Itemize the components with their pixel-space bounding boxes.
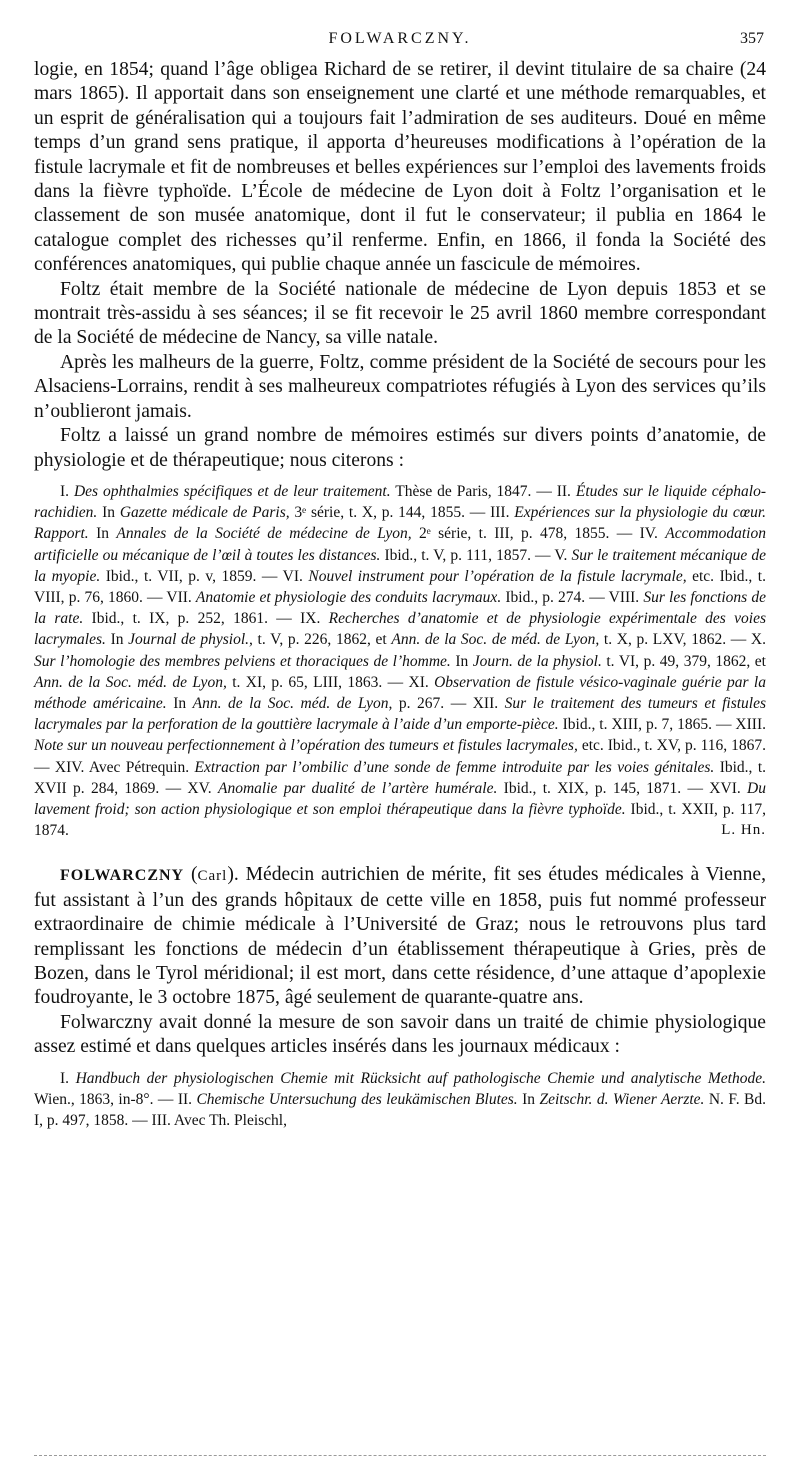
foltz-paragraph-4: Foltz a laissé un grand nombre de mémoires estimés sur divers points d’anatomie, de physiologie et de thérapeutique; nous citerons : [34,425,766,471]
biblio-title: Anomalie par dualité de l’artère humérale. [217,779,498,797]
biblio-text: In [517,1090,540,1108]
biblio-title: Études sur le liquide céphalo-rachidien. [34,482,766,522]
biblio-text: p. 267. — XII. [392,694,505,712]
page-header [34,28,766,58]
biblio-text: t. XI, p. 65, LIII, 1863. — XI. [226,673,435,691]
biblio-title: Des ophthalmies spécifiques et de leur traitement. [73,482,391,500]
biblio-journal: Ann. de la Soc. de méd. de Lyon, [391,631,600,649]
biblio-title: Chemische Untersuchung des leukämischen Blutes. [196,1090,518,1108]
entry-intro-text: Médecin autrichien de mérite, fit ses études médicales à Vienne, fut assistant à l’un des grands hôpitaux de cette ville en 1858, puis fut nommé professeur extraordinaire de chimie médicale à l’Université de Graz; nous le retrouvons plus tard remplissant les fonctions de médecin d’un établissement thérapeutique à Gries, près de Bozen, dans le Tyrol méridional; il est mort, dans cette résidence, d’une attaque d’apoplexie foudroyante, le 3 octobre 1875, âgé seulement de quarante-quatre ans. [34,864,766,1009]
biblio-text: N. F. Bd. I, p. 497, 1858. — III. Avec Th. Pleischl, [34,1090,767,1130]
biblio-text: Ibid., t. IX, p. 252, 1861. — IX. [83,610,329,628]
biblio-journal: Gazette médicale de Paris, [119,504,290,522]
biblio-text: 3ᵉ série, t. X, p. 144, 1855. — III. [289,504,515,522]
biblio-text: In [450,652,473,670]
foltz-paragraph-2: Foltz était membre de la Société nationale de médecine de Lyon depuis 1853 et se montrait très-assidu à ses séances; il se fit recevoir le 25 avril 1860 membre correspondant de la Société de médecine de Nancy, sa ville natale. [34,278,766,349]
biblio-journal: Annales de la Société de médecine de Lyon, [116,525,412,543]
biblio-text: 2ᵉ série, t. III, p. 478, 1855. — IV. [411,525,666,543]
biblio-title: Handbuch der physiologischen Chemie mit Rücksicht auf pathologische Chemie und analytische Methode. [75,1069,766,1087]
biblio-text: Wien., 1863, in-8°. — II. [34,1090,197,1108]
entry-headword: FOLWARCZNY [60,867,185,885]
biblio-text: I. [60,482,74,500]
foltz-paragraph-3: Après les malheurs de la guerre, Foltz, comme président de la Société de secours pour les Alsaciens-Lorrains, rendit à ses malheureux compatriotes réfugiés à Lyon des services qu’ils n’oublieront jamais. [34,351,766,422]
running-head: FOLWARCZNY. [328,30,472,47]
biblio-title: Sur le traitement mécanique de la myopie. [34,546,766,585]
biblio-text: Ibid., t. V, p. 111, 1857. — V. [380,546,572,564]
biblio-text: In [105,631,129,649]
biblio-text: Ibid., t. VII, p. v, 1859. — VI. [100,567,309,585]
biblio-text: Ibid., t. XIX, p. 145, 1871. — XVI. [497,779,748,797]
biblio-text: Ibid., t. XVII p. 284, 1869. — XV. [34,758,767,797]
biblio-text: etc. Ibid., t. XV, p. 116, 1867. — XIV. Avec Pétrequin. [34,737,767,776]
folwarczny-paragraph-1: FOLWARCZNY (Carl). Médecin autrichien de mérite, fit ses études médicales à Vienne, fut assistant à l’un des grands hôpitaux de cette ville en 1858, puis fut nommé professeur extraordinaire de chimie médicale à l’Université de Graz; nous le retrouvons plus tard remplissant les fonctions de médecin d’un établissement thérapeutique à Gries, près de Bozen, dans le Tyrol méridional; il est mort, dans cette résidence, d’une attaque d’apoplexie foudroyante, le 3 octobre 1875, âgé seulement de quarante-quatre ans. [34,864,766,1009]
biblio-title: Extraction par l’ombilic d’une sonde de femme introduite par les voies génitales. [194,758,715,776]
biblio-title: Note sur un nouveau perfectionnement à l’opération des tumeurs et fistules lacrymales, [34,737,578,755]
biblio-journal: Ann. de la Soc. méd. de Lyon, [34,673,227,691]
bottom-bleed-rule [34,1455,766,1456]
biblio-title: Nouvel instrument pour l’opération de la fistule lacrymale, [308,567,687,585]
author-signature: L. Hn. [721,822,766,839]
folwarczny-paragraph-2: Folwarczny avait donné la mesure de son savoir dans un traité de chimie physiologique assez estimé et dans quelques articles insérés dans les journaux médicaux : [34,1011,766,1058]
biblio-text: In [166,694,193,712]
biblio-text: In [88,525,117,543]
biblio-title: Sur le traitement des tumeurs et fistules lacrymales par la perforation de la gouttière lacrymale à l’aide d’un emporte-pièce. [34,694,766,734]
biblio-title: Accommodation artificielle ou mécanique de l’œil à toutes les distances. [34,525,766,564]
foltz-bibliography [34,481,766,841]
biblio-text: Ibid., p. 274. — VIII. [501,588,644,606]
biblio-title: Du lavement froid; son action physiologique et son emploi thérapeutique dans la fièvre typhoïde. [34,779,766,818]
biblio-title: Observation de fistule vésico-vaginale guérie par la méthode américaine. [34,673,766,712]
folwarczny-bibliography [34,1068,766,1132]
biblio-title: Recherches d’anatomie et de physiologie expérimentale des voies lacrymales. [34,610,766,649]
biblio-text: I. [60,1069,76,1087]
biblio-title: Expériences sur la physiologie du cœur. Rapport. [34,504,767,543]
biblio-title: Sur les fonctions de la rate. [34,588,766,628]
entry-separator [34,847,766,863]
biblio-text: Ibid., t. XIII, p. 7, 1865. — XIII. [558,716,766,734]
entry-given-name: Carl [197,868,228,885]
biblio-title: Sur l’homologie des membres pelviens et thoraciques de l’homme. [34,652,451,670]
biblio-journal: Journal de physiol., [128,631,253,649]
biblio-text: Ibid., t. XXII, p. 117, 1874. [34,800,766,840]
biblio-journal: Ann. de la Soc. méd. de Lyon, [192,694,393,712]
biblio-text: t. V, p. 226, 1862, et [252,631,392,649]
biblio-text: In [97,504,120,522]
biblio-text: etc. Ibid., t. VIII, p. 76, 1860. — VII. [34,567,766,606]
biblio-journal: Journ. de la physiol. [472,652,602,670]
biblio-journal: Zeitschr. d. Wiener Aerzte. [539,1090,705,1108]
foltz-paragraph-1: logie, en 1854; quand l’âge obligea Richard de se retirer, il devint titulaire de sa chaire (24 mars 1865). Il apportait dans son enseignement une clarté et une méthode remarquables, et un esprit de généralisation qui a toujours fait l’admiration de ses auditeurs. Doué en même temps d’un grand sens pratique, il apporta d’heureuses modifications à l’opération de la fistule lacrymale et fit de nombreuses et belles expériences sur l’emploi des lavements froids dans la fièvre typhoïde. L’École de médecine de Lyon doit à Foltz l’organisation et le classement de son musée anatomique, dont il fut le conservateur; il publia en 1864 le catalogue complet des richesses qu’il renferme. Enfin, en 1866, il fonda la Société des conférences anatomiques, qui publie chaque année un fascicule de mémoires. [34,59,766,276]
page-number: 357 [740,30,764,47]
biblio-text: t. VI, p. 49, 379, 1862, et [601,652,766,670]
biblio-text: Thèse de Paris, 1847. — II. [390,482,576,500]
biblio-text: t. X, p. LXV, 1862. — X. [599,631,766,649]
biblio-title: Anatomie et physiologie des conduits lacrymaux. [195,588,502,606]
document-page [34,28,766,1137]
